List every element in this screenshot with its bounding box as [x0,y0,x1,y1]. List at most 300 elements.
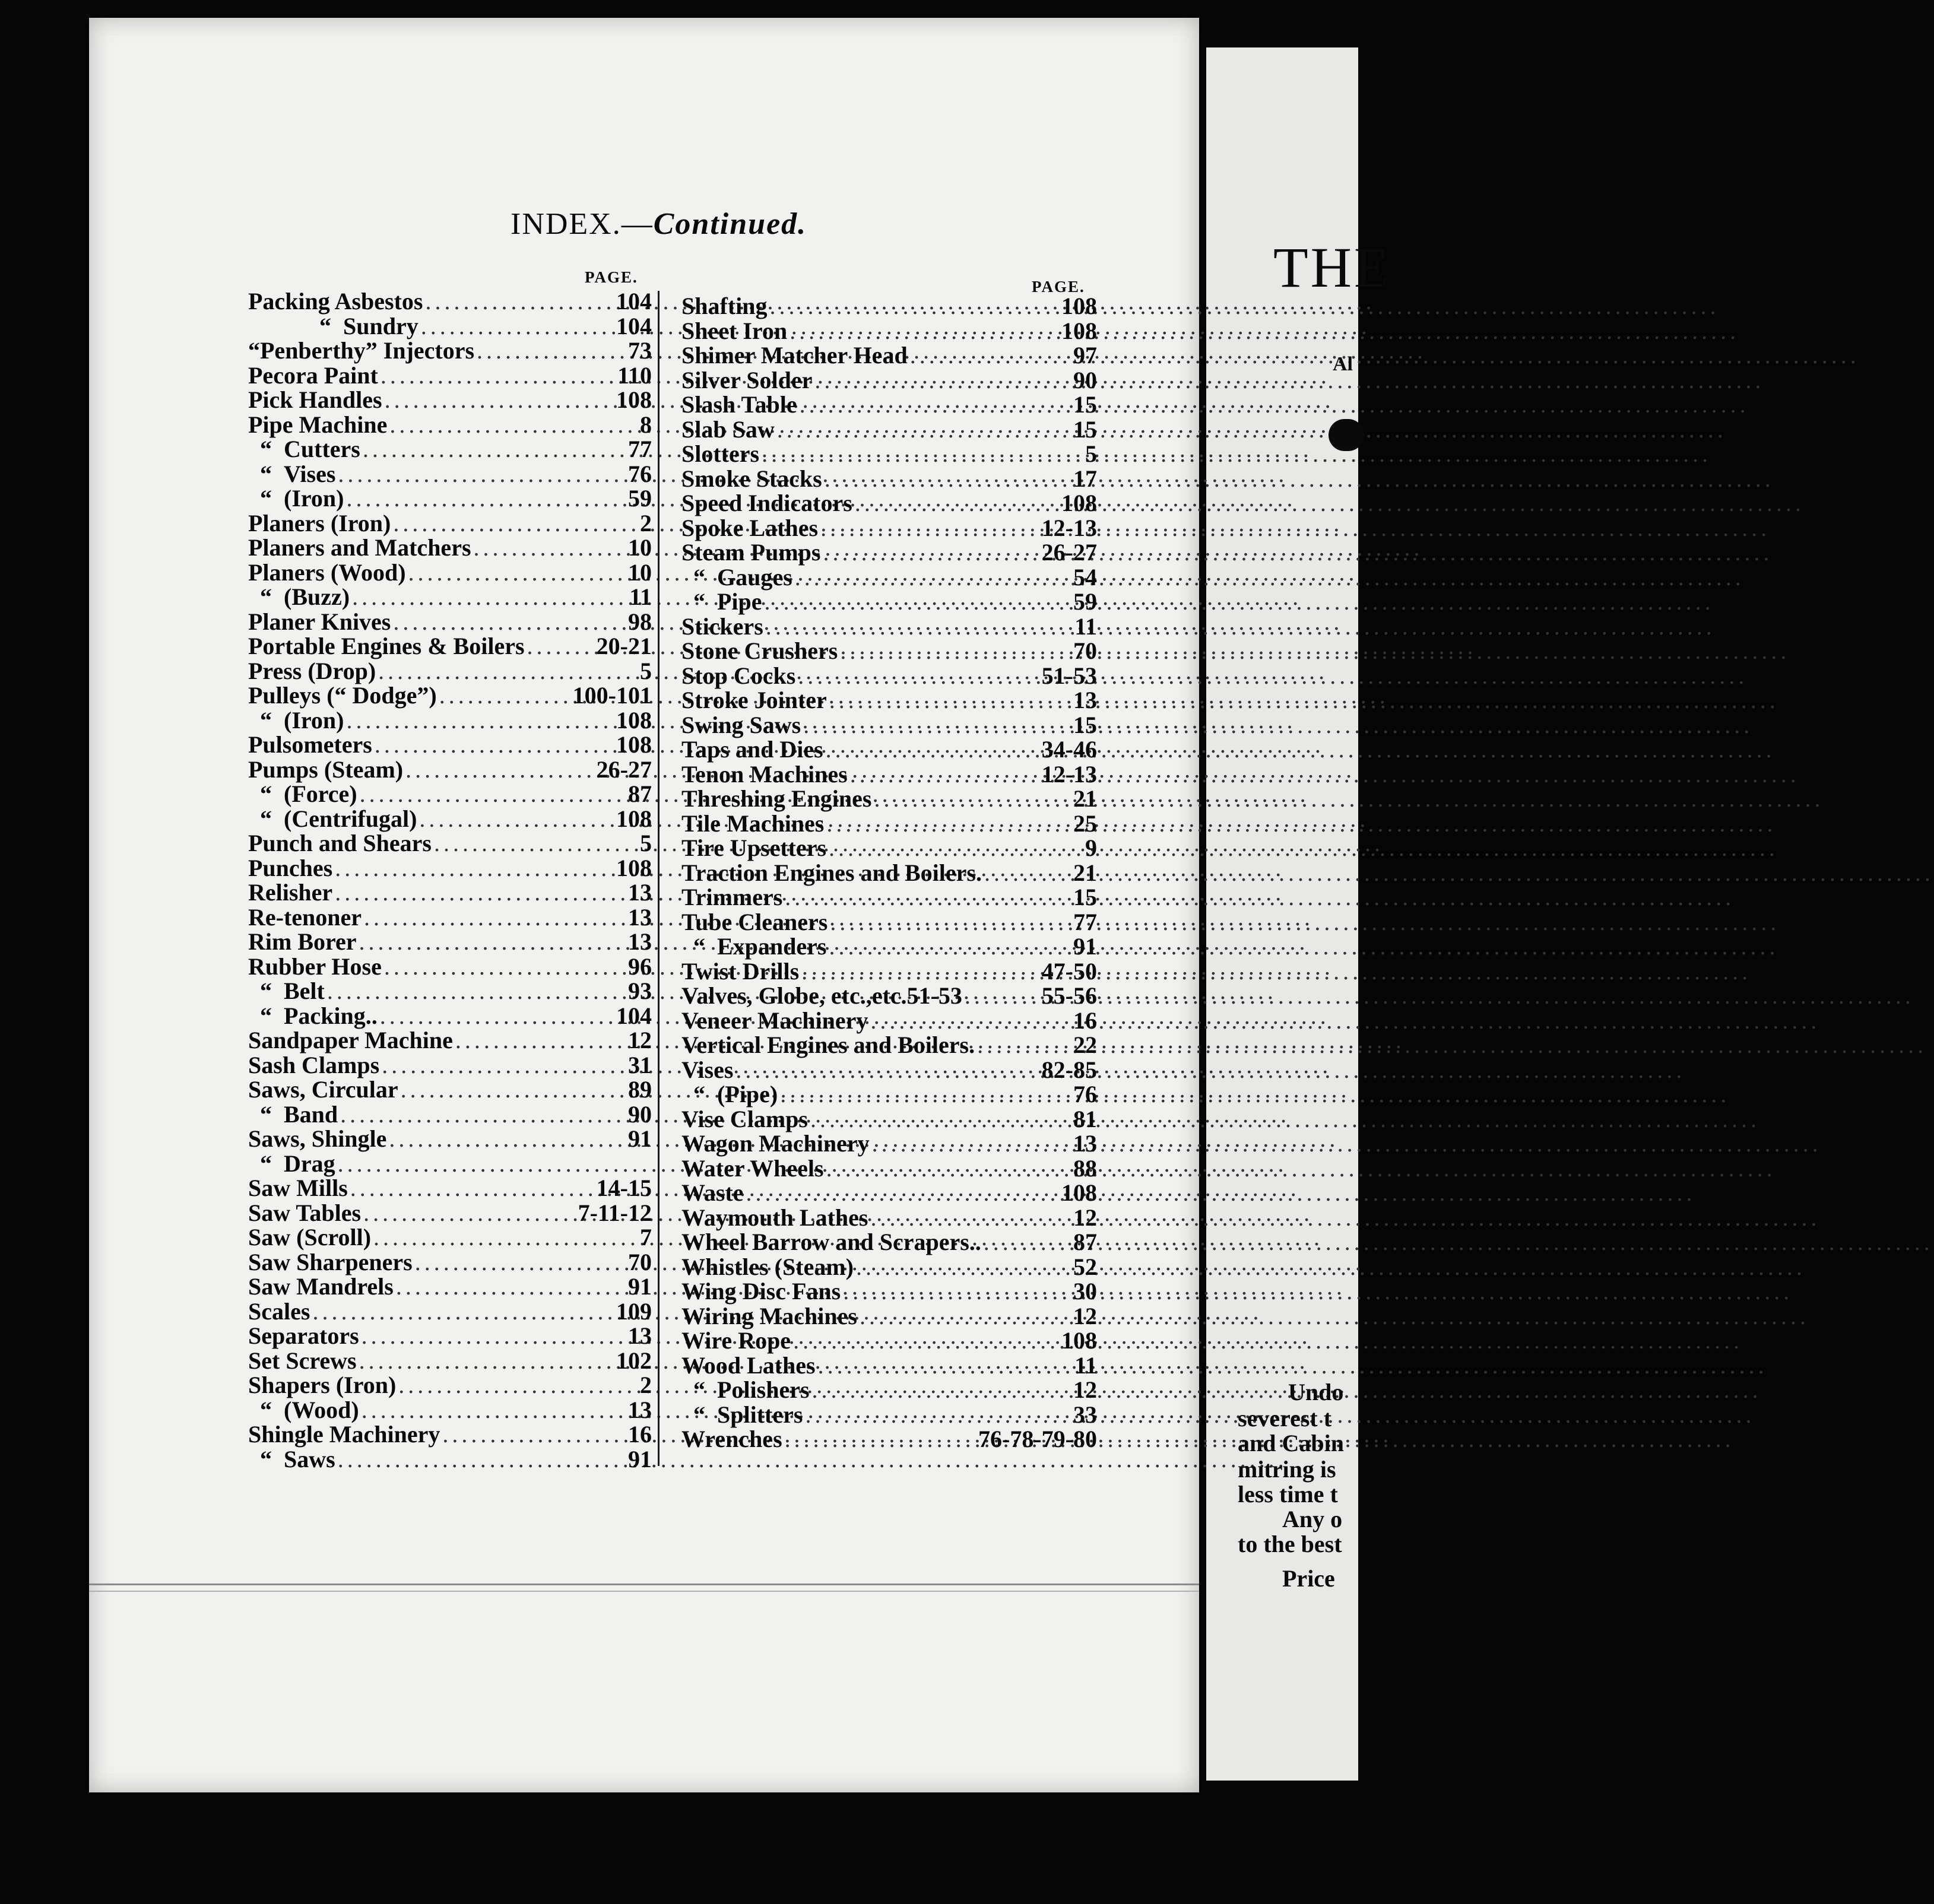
entry-page: 89 [628,1076,652,1103]
entry-page: 14-15 [596,1175,652,1201]
entry-page: 108 [616,386,652,413]
index-entry [681,1056,1097,1081]
index-entry [248,534,652,561]
entry-page: 70 [628,1248,652,1275]
leader-dots [857,1302,1073,1330]
entry-name: Separators [248,1322,359,1349]
entry-name: Set Screws [248,1347,357,1374]
entry-page: 20-21 [596,633,652,659]
index-entry [681,932,1097,960]
entry-page: 15 [1073,711,1097,738]
index-entry [248,1100,652,1128]
entry-name: Slash Table [681,391,797,418]
leader-dots [852,489,1061,517]
index-entry [681,415,1097,443]
leader-dots [382,953,628,980]
leader-dots [872,785,1074,813]
entry-page: 91 [628,1125,652,1152]
index-entry [248,435,652,460]
entry-name: Planers and Matchers [248,534,471,561]
entry-name: “ Expanders [681,932,827,960]
leader-dots [827,932,1074,960]
entry-page: 104 [616,1002,652,1029]
entry-page: 2 [640,1372,652,1398]
entry-page: 90 [1073,366,1097,394]
entry-name: “ Polishers [681,1376,810,1404]
entry-name: “ Drag [248,1150,335,1178]
index-entry [248,1347,652,1372]
entry-name: Tire Upsetters [681,834,827,861]
entry-name: Speed Indicators [681,490,852,516]
entry-name: Re-tenoner [248,903,362,931]
index-entry [681,563,1097,591]
entry-name: Taps and Dies [681,736,823,763]
index-entry [248,1272,652,1300]
title-main: INDEX. [511,207,622,241]
leader-dots [391,608,628,636]
entry-name: “ Belt [248,977,325,1005]
leader-dots [816,1351,1075,1379]
adjacent-line: to the best [1238,1531,1342,1557]
entry-page: 102 [616,1347,652,1374]
entry-name: “ Gauges [681,563,792,591]
index-entry [248,1125,652,1150]
index-entry [248,953,652,978]
entry-page: 13 [1073,1130,1097,1157]
entry-page: 77 [1073,908,1097,935]
index-entry [681,1105,1097,1130]
leader-dots [372,731,616,759]
entry-page: 55-56 [1041,982,1097,1009]
entry-page: 5 [640,830,652,856]
entry-name: Saw Sharpeners [248,1248,413,1275]
entry-page: 13 [1073,687,1097,713]
entry-page: 5 [640,657,652,684]
leader-dots [382,386,616,414]
entry-page: 90 [628,1100,652,1128]
leader-dots [795,662,1041,690]
index-entry [681,317,1097,342]
entry-page: 88 [1073,1154,1097,1182]
entry-page: 76 [628,460,652,487]
entry-page: 34-46 [1041,736,1097,763]
leader-dots [332,854,616,882]
index-entry [681,662,1097,687]
entry-page: 12-13 [1041,760,1097,788]
leader-dots [841,1277,1073,1305]
index-entry [248,878,652,906]
entry-name: Wheel Barrow and Scrapers.. [681,1229,981,1255]
adjacent-line: Price [1282,1565,1335,1592]
entry-page: 16 [1073,1007,1097,1034]
entry-name: Saws, Circular [248,1076,398,1103]
adjacent-line: severest t [1238,1405,1332,1432]
entry-name: Spoke Lathes [681,514,819,541]
leader-dots [824,1154,1073,1182]
leader-dots [733,1056,1041,1084]
entry-name: Slotters [681,440,760,467]
index-entry [681,785,1097,810]
entry-page: 82-85 [1041,1056,1097,1083]
entry-page: 16 [628,1421,652,1448]
leader-dots [335,1445,628,1473]
index-entry [248,977,652,1002]
index-entry [681,292,1097,317]
entry-name: Veneer Machinery [681,1007,868,1034]
leader-dots [335,460,628,488]
index-entry [681,1425,1097,1450]
entry-name: Planers (Iron) [248,509,391,537]
entry-name: Stickers [681,613,763,640]
entry-page: 109 [616,1297,652,1325]
entry-name: Wagon Machinery [681,1130,870,1157]
leader-dots [423,287,617,315]
entry-page: 15 [1073,884,1097,910]
entry-page: 17 [1073,465,1097,492]
entry-page: 52 [1073,1253,1097,1280]
index-entry [681,834,1097,859]
leader-dots [962,982,1042,1010]
leader-dots [406,558,628,586]
leader-dots [797,391,1073,418]
index-entry [248,1051,652,1076]
entry-name: Threshing Engines [681,785,872,812]
entry-name: Water Wheels [681,1154,824,1182]
leader-dots [763,613,1074,640]
index-entry [681,1401,1097,1426]
leader-dots [820,538,1041,566]
entry-name: Tenon Machines [681,760,848,788]
leader-dots [848,760,1042,788]
leader-dots [854,1253,1073,1281]
index-entry [681,1129,1097,1157]
leader-dots [376,657,640,685]
entry-name: Pulsometers [248,731,372,758]
entry-page: 76-78-79-80 [978,1426,1097,1452]
index-entry [248,1445,652,1473]
index-entry [248,1420,652,1448]
index-entry [248,1223,652,1251]
index-entry [248,1199,652,1224]
entry-page: 108 [616,854,652,881]
leader-dots [474,337,628,364]
leader-dots [396,1371,640,1399]
leader-dots [391,509,640,537]
entry-name: “ (Iron) [248,706,344,734]
leader-dots [762,588,1073,615]
leader-dots [778,1080,1073,1108]
index-entry [248,854,652,879]
leader-dots [791,1327,1061,1354]
entry-page: 108 [1061,293,1097,319]
entry-name: Traction Engines and Boilers. [681,859,982,886]
entry-page: 96 [628,953,652,980]
entry-page: 13 [628,1322,652,1349]
entry-page: 108 [1061,1327,1097,1354]
entry-name: Wiring Machines [681,1302,857,1329]
entry-page: 108 [1061,1179,1097,1206]
index-entry [248,1150,652,1175]
index-entry [248,1026,652,1051]
entry-page: 13 [628,928,652,955]
entry-name: Sandpaper Machine [248,1027,453,1053]
leader-dots [398,1075,628,1103]
entry-name: Wrenches [681,1426,782,1452]
entry-name: “ Splitters [681,1401,803,1429]
adjacent-line: Any o [1282,1506,1343,1532]
entry-name: Valves, Globe, etc.,etc.51-53 [681,982,962,1009]
left-page-label: PAGE. [585,268,638,286]
index-entry [681,465,1097,490]
entry-page: 10 [628,534,652,561]
index-entry [681,588,1097,613]
index-entry [248,460,652,485]
entry-page: 15 [1073,415,1097,443]
index-entry [248,1174,652,1199]
leader-dots [387,411,640,439]
entry-name: Saw Mandrels [248,1273,394,1300]
index-entry [681,760,1097,788]
entry-page: 10 [628,558,652,586]
entry-page: 13 [628,1396,652,1423]
leader-dots [870,1129,1073,1157]
leader-dots [824,810,1073,837]
entry-page: 31 [628,1051,652,1078]
index-entry [681,1204,1097,1229]
index-entry [681,711,1097,736]
entry-name: Punch and Shears [248,830,432,856]
leader-dots [782,1425,978,1453]
index-entry [681,514,1097,539]
adjacent-heading: THE [1273,236,1391,299]
entry-name: Pipe Machine [248,411,388,438]
entry-name: Pick Handles [248,386,382,413]
leader-dots [418,312,616,340]
entry-page: 70 [1073,637,1097,664]
entry-page: 87 [1073,1229,1097,1255]
entry-name: Waste [681,1179,744,1206]
entry-name: Scales [248,1297,310,1325]
leader-dots [908,341,1073,369]
entry-name: Portable Engines & Boilers [248,633,525,659]
leader-dots [359,1396,628,1424]
leader-dots [792,563,1073,591]
leader-dots [394,1272,628,1300]
entry-name: Pulleys (“ Dodge”) [248,682,437,709]
index-entry [681,1179,1097,1204]
entry-page: 15 [1073,391,1097,418]
entry-page: 12 [1073,1376,1097,1403]
index-entry [248,337,652,364]
entry-page: 59 [1073,588,1097,615]
index-entry [681,366,1097,394]
index-entry [248,1396,652,1421]
leader-dots [818,514,1042,542]
entry-name: Press (Drop) [248,657,376,684]
index-entry [681,908,1097,933]
entry-name: Slab Saw [681,415,775,443]
column-divider [658,291,660,1466]
entry-page: 108 [1061,490,1097,516]
entry-page: 12 [1073,1302,1097,1329]
index-entry [681,1327,1097,1354]
ink-blot [1329,419,1364,451]
leader-dots [437,681,573,709]
index-entry [681,982,1097,1007]
entry-page: 2 [640,509,652,537]
leader-dots [348,1174,597,1202]
entry-page: 12 [1073,1204,1097,1231]
entry-page: 76 [1073,1081,1097,1108]
index-entry [681,735,1097,763]
entry-name: Smoke Stacks [681,465,822,492]
index-entry [248,681,652,709]
index-entry [248,1371,652,1396]
index-entry [248,386,652,411]
leader-dots [413,1248,628,1276]
index-entry [681,391,1097,418]
leader-dots [357,928,628,956]
entry-name: Punches [248,854,333,881]
index-entry [681,1277,1097,1305]
entry-name: Saw Tables [248,1199,362,1226]
index-entry [681,1031,1097,1056]
index-entry [681,440,1097,465]
entry-name: Swing Saws [681,711,801,738]
leader-dots [782,883,1073,911]
leader-dots [338,1100,628,1128]
entry-page: 104 [616,288,652,315]
leader-dots [332,878,628,906]
index-entry [681,686,1097,711]
entry-page: 98 [628,608,652,635]
leader-dots [453,1026,628,1054]
leader-dots [838,637,1073,665]
entry-page: 100-101 [572,682,652,709]
leader-dots [775,415,1073,443]
leader-dots [743,1179,1061,1207]
entry-name: “ (Buzz) [248,583,350,611]
index-entry [248,756,652,783]
entry-page: 97 [1073,342,1097,369]
entry-name: “ Saws [248,1445,335,1473]
index-entry [248,1075,652,1103]
leader-dots [812,366,1073,394]
entry-name: Stroke Jointer [681,687,827,713]
entry-name: Pecora Paint [248,361,378,389]
entry-name: Vertical Engines and Boilers. [681,1032,975,1058]
right-page-label: PAGE. [1032,278,1085,296]
entry-page: 91 [628,1445,652,1473]
entry-page: 7 [640,1224,652,1251]
entry-page: 11 [1074,613,1097,640]
entry-name: Stop Cocks [681,662,796,689]
leader-dots [471,534,628,561]
entry-page: 11 [1074,1351,1097,1379]
index-entry [681,1080,1097,1108]
leader-dots [361,1199,578,1227]
adjacent-line: and Cabin [1238,1430,1344,1456]
index-entry [248,1322,652,1347]
entry-name: “ Cutters [248,435,360,463]
index-entry [681,1007,1097,1032]
leader-dots [359,1322,628,1350]
entry-name: Planers (Wood) [248,558,406,586]
index-entry [248,829,652,854]
entry-page: 104 [616,312,652,339]
leader-dots [801,711,1073,739]
entry-page: 30 [1073,1278,1097,1305]
entry-page: 54 [1073,563,1097,591]
entry-page: 26-27 [1041,539,1097,566]
index-entry [248,287,652,315]
entry-name: Rubber Hose [248,953,382,980]
entry-page: 108 [616,731,652,758]
leader-dots [350,583,629,611]
index-entry [248,928,652,953]
entry-name: Vise Clamps [681,1105,808,1132]
entry-page: 12 [628,1027,652,1053]
title-continued: Continued. [653,207,807,241]
index-entry [248,484,652,512]
entry-name: Tube Cleaners [681,908,828,935]
page-rule-secondary [89,1591,1199,1592]
entry-name: “ (Centrifugal) [248,805,417,833]
entry-name: “ (Pipe) [681,1080,778,1108]
leader-dots [826,834,1085,862]
entry-name: Wing Disc Fans [681,1278,841,1305]
entry-name: “ Sundry [248,312,418,340]
leader-dots [378,1002,616,1030]
index-entry [248,632,652,657]
entry-page: 5 [1085,440,1097,467]
leader-dots [827,686,1073,714]
index-entry [681,1253,1097,1278]
index-entry [681,341,1097,369]
leader-dots [868,1204,1074,1232]
entry-page: 47-50 [1041,957,1097,985]
adjacent-sub: Al [1333,353,1353,375]
entry-page: 7-11-12 [578,1199,652,1226]
entry-page: 81 [1073,1105,1097,1132]
leader-dots [759,440,1085,468]
leader-dots [417,805,616,833]
index-entry [681,883,1097,908]
entry-name: Packing Asbestos [248,288,423,315]
entry-page: 8 [640,411,652,438]
entry-name: Rim Borer [248,928,357,955]
entry-name: Vises [681,1056,734,1083]
index-entry [248,780,652,805]
leader-dots [828,908,1073,936]
entry-page: 91 [1073,933,1097,960]
entry-page: 91 [628,1273,652,1300]
entry-page: 110 [617,361,652,389]
entry-page: 21 [1073,859,1097,886]
entry-name: Pumps (Steam) [248,756,404,783]
index-entry [681,859,1097,884]
leader-dots [371,1223,640,1251]
entry-name: Wood Lathes [681,1351,816,1379]
entry-page: 51-53 [1041,662,1097,689]
entry-page: 77 [628,436,652,462]
entry-name: Stone Crushers [681,637,838,664]
leader-dots [768,292,1062,320]
index-entry [248,1248,652,1273]
leader-dots [362,903,628,931]
entry-page: 13 [628,903,652,931]
leader-dots [344,706,616,734]
